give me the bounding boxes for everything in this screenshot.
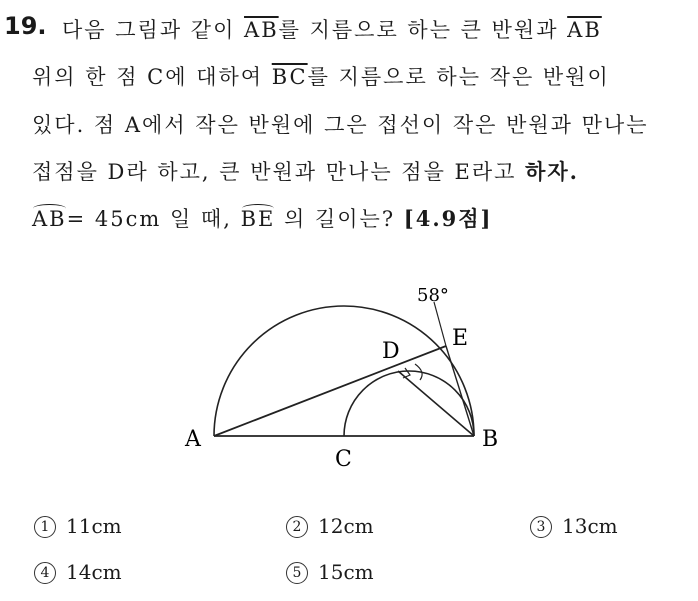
- line-ae: [214, 346, 446, 436]
- text: = 45cm 일 때,: [66, 207, 241, 231]
- segment-bc: $\overline{BC}$: [271, 65, 308, 89]
- choice-text: 11cm: [66, 514, 122, 538]
- point-label-d: D: [382, 339, 400, 364]
- choice-number-icon: 3: [530, 516, 552, 538]
- arc-ab: AB: [32, 207, 67, 231]
- point-label-a: A: [185, 427, 201, 452]
- choice-text: 14cm: [66, 560, 122, 584]
- choice-text: 13cm: [562, 514, 618, 538]
- angle-label: 58°: [417, 285, 449, 306]
- segment-ab: $\overline{AB}$: [244, 18, 279, 42]
- text: 하자.: [525, 159, 579, 184]
- text: 위의 한 점 C에 대하여: [32, 65, 272, 89]
- question-line-3: 있다. 점 A에서 작은 반원에 그은 접선이 작은 반원과 만나는: [32, 113, 649, 137]
- text: 의 길이는?: [275, 207, 404, 231]
- point-label-e: E: [452, 326, 469, 351]
- choice-text: 12cm: [318, 514, 374, 538]
- point-label-c: C: [335, 447, 352, 472]
- text: 접점을 D라 하고, 큰 반원과 만나는 점을 E라고: [32, 160, 526, 184]
- choice-number-icon: 1: [34, 516, 56, 538]
- choice-5[interactable]: [286, 560, 374, 584]
- choice-1[interactable]: [34, 514, 122, 538]
- angle-pointer: [434, 302, 446, 346]
- point-label-b: B: [482, 427, 499, 452]
- choice-number-icon: 5: [286, 562, 308, 584]
- choice-4[interactable]: [34, 560, 122, 584]
- question-number: 19.: [4, 12, 47, 40]
- choice-number-icon: 4: [34, 562, 56, 584]
- line-eb: [446, 346, 474, 436]
- choice-text: 15cm: [318, 560, 374, 584]
- points-label: [4.9점]: [403, 206, 493, 231]
- segment-ab-2: $\overline{AB}$: [567, 18, 602, 42]
- text: 를 지름으로 하는 큰 반원과: [278, 18, 568, 42]
- arc-be: BE: [240, 207, 276, 231]
- choice-number-icon: 2: [286, 516, 308, 538]
- text: 를 지름으로 하는 작은 반원이: [307, 65, 610, 89]
- text: 다음 그림과 같이: [62, 18, 245, 42]
- line-db: [398, 371, 474, 436]
- choice-3[interactable]: [530, 514, 618, 538]
- choice-2[interactable]: [286, 514, 374, 538]
- large-semicircle: [214, 306, 474, 436]
